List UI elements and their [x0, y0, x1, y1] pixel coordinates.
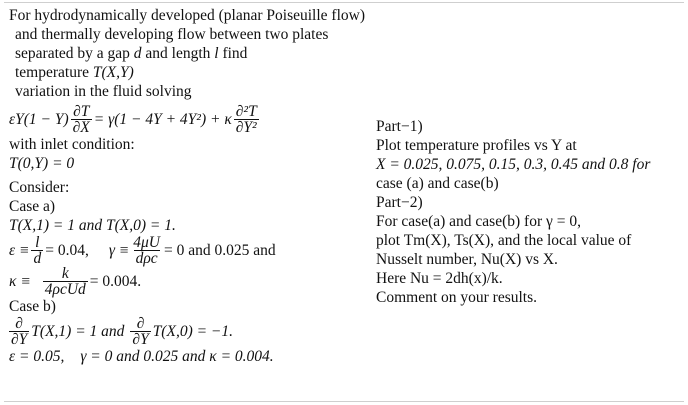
problem-line-3-a: separated by a gap [15, 45, 134, 62]
part1-line-1: Plot temperature profiles vs Y at [376, 137, 577, 154]
epsilon-den: d [33, 250, 42, 267]
problem-line-2: and thermally developing flow between two plates [15, 26, 329, 43]
problem-line-4-a: temperature [15, 64, 93, 81]
problem-statement [9, 6, 365, 366]
part1-line-2: X = 0.025, 0.075, 0.15, 0.3, 0.45 and 0.8 for [376, 156, 651, 173]
problem-line-4 [9, 63, 359, 82]
part2-line-2: plot Tm(X), Ts(X), and the local value of [376, 232, 632, 249]
pde-fraction-d2T-dY2 [234, 104, 259, 135]
part2-line-1: For case(a) and case(b) for γ = 0, [376, 213, 581, 230]
part2-line-5: Comment on your results. [376, 289, 538, 306]
case-b-derivative-1 [9, 316, 29, 347]
problem-line-1: For hydrodynamically developed (planar Poiseuille flow) [9, 7, 365, 24]
inlet-label: with inlet condition: [9, 136, 135, 153]
case-b-epsilon: ε = 0.05, [9, 348, 65, 365]
top-divider [4, 2, 684, 3]
problem-line-5: variation in the fluid solving [15, 83, 192, 100]
part1-title: Part−1) [376, 118, 423, 135]
gamma-value: = 0 and 0.025 and [164, 242, 276, 259]
task-list [376, 117, 681, 307]
inlet-condition: T(0,Y) = 0 [9, 155, 75, 172]
gamma-lhs: γ ≡ [108, 242, 130, 259]
epsilon-value: = 0.04, [45, 242, 89, 259]
kappa-den: 4ρcUd [44, 281, 86, 298]
kappa-value: = 0.004. [89, 273, 142, 290]
case-b-d1-num: ∂ [15, 315, 23, 332]
gamma-num: 4μU [133, 234, 161, 251]
bottom-divider [4, 401, 684, 402]
part2-line-4: Here Nu = 2dh(x)/k. [376, 270, 503, 287]
epsilon-lhs: ε ≡ [9, 242, 30, 259]
symbol-T-XY: T(X,Y) [92, 64, 134, 81]
case-b-d2-num: ∂ [136, 315, 145, 332]
problem-line-3-b: and length [141, 45, 215, 62]
epsilon-fraction [31, 235, 43, 266]
case-b-boundary-conditions [9, 316, 359, 347]
symbol-l: l [214, 45, 219, 62]
pde-frac2-num: ∂²T [235, 103, 257, 120]
kappa-num: k [61, 265, 69, 282]
pde-frac2-den: ∂Y² [235, 119, 257, 136]
kappa-lhs: κ ≡ [9, 273, 31, 290]
pde-lhs: εY(1 − Y) [9, 111, 69, 128]
pde-middle: = γ(1 − 4Y + 4Y²) + κ [93, 111, 232, 128]
case-b-d2-den: ∂Y [132, 331, 149, 348]
case-b-derivative-2 [130, 316, 150, 347]
gamma-den: dρc [135, 250, 158, 267]
kappa-fraction [43, 266, 88, 297]
kappa-definition [9, 266, 359, 297]
case-a-heading: Case a) [9, 198, 56, 215]
part2-line-3: Nusselt number, Nu(X) vs X. [376, 251, 558, 268]
part2-title: Part−2) [376, 194, 423, 211]
case-a-parameters [9, 235, 359, 266]
part1-line-3: case (a) and case(b) [376, 175, 499, 192]
problem-line-3-c: find [218, 45, 248, 62]
problem-line-3 [9, 44, 359, 63]
case-b-d1-den: ∂Y [11, 331, 28, 348]
pde-fraction-dT-dX [71, 104, 92, 135]
case-a-boundary-conditions: T(X,1) = 1 and T(X,0) = 1. [9, 217, 176, 234]
case-b-gamma-kappa: γ = 0 and 0.025 and κ = 0.004. [80, 348, 274, 365]
consider-label: Consider: [9, 179, 70, 196]
governing-equation [9, 104, 359, 135]
pde-frac1-den: ∂X [72, 119, 90, 136]
case-b-heading: Case b) [9, 298, 56, 315]
symbol-d: d [133, 45, 142, 62]
gamma-fraction [131, 235, 162, 266]
case-b-bc-1: T(X,1) = 1 and [31, 323, 125, 340]
case-b-parameters [9, 347, 359, 366]
epsilon-num: l [35, 234, 40, 251]
case-b-bc-2: T(X,0) = −1. [152, 323, 234, 340]
pde-frac1-num: ∂T [73, 103, 90, 120]
